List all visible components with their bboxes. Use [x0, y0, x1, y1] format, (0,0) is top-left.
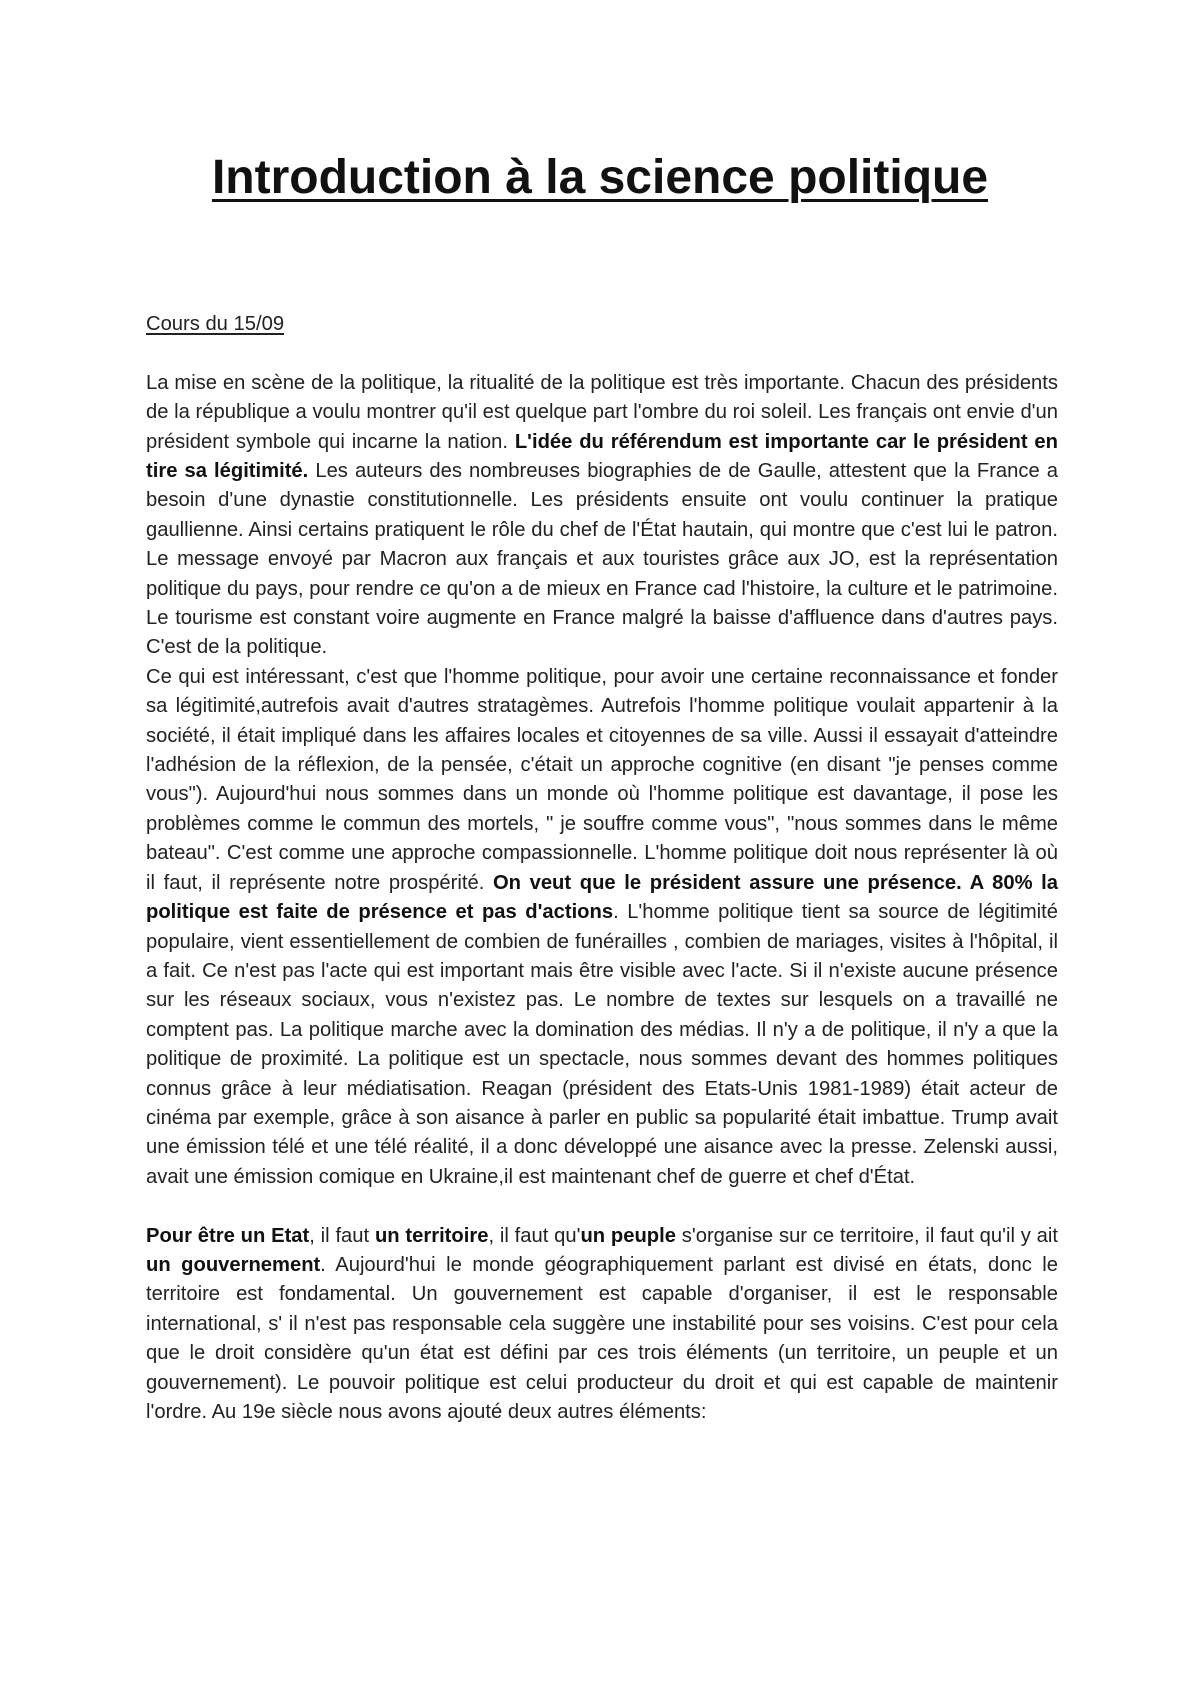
bold-text-run: un territoire [374, 1224, 489, 1247]
course-date-heading: Cours du 15/09 [146, 313, 285, 335]
text-run: . L'homme politique tient sa source de légitimité populaire, vient essentiellement de combien de funérailles , combien de mariages, visites à l'hôpital, il a fait. Ce n'est pas l'acte qui est important mais être visible avec l'acte. Si il n'existe aucune présence sur les réseaux sociaux, vous n'existez pas. Le nombre de textes sur lesquels on a travaillé ne comptent pas. La politique marche avec la domination des médias. Il n'y a de politique, il n'y a que la politique de proximité. La politique est un spectacle, nous sommes devant des hommes politiques connus grâce à leur médiatisation. Reagan (président des Etats-Unis 1981-1989) était acteur de cinéma par exemple, grâce à son aisance à parler en public sa popularité était imbattue. Trump avait une émission télé et une télé réalité, il a donc développé une aisance avec la presse. Zelenski aussi, avait une émission comique en Ukraine,il est maintenant chef de guerre et chef d'État. [146, 901, 1058, 1188]
bold-text-run: un gouvernement [146, 1253, 321, 1276]
text-run: Les auteurs des nombreuses biographies de de Gaulle, attestent que la France a besoin d'une dynastie constitutionnelle. Les présidents ensuite ont voulu continuer la pratique gaullienne. Ainsi certains pratiquent le rôle du chef de l'État hautain, qui montre que c'est lui le patron. Le message envoyé par Macron aux français et aux touristes grâce aux JO, est la représentation politique du pays, pour rendre ce qu'on a de mieux en France cad l'histoire, la culture et le patrimoine. Le tourisme est constant voire augmente en France malgré la baisse d'affluence dans d'autres pays. C'est de la politique. [146, 460, 1059, 659]
text-run: , il faut [309, 1224, 375, 1247]
text-run: s'organise sur ce territoire, il faut qu'il y ait [675, 1224, 1058, 1247]
paragraph-homme-politique [146, 663, 1058, 1192]
paragraph-etat [146, 1222, 1058, 1428]
bold-text-run: L'idée du référendum est importante car le président en tire sa légitimité. [146, 430, 1058, 483]
bold-text-run: un peuple [580, 1224, 676, 1247]
bold-text-run: On veut que le président assure une présence. A 80% la politique est faite de présence et pas d'actions [146, 871, 1058, 924]
document-body [146, 310, 1058, 1427]
text-run: . Aujourd'hui le monde géographiquement parlant est divisé en états, donc le territoire est fondamental. Un gouvernement est capable d'organiser, il est le responsable international, s' il n'est pas responsable cela suggère une instabilité pour ses voisins. C'est pour cela que le droit considère qu'un état est défini par ces trois éléments (un territoire, un peuple et un gouvernement). Le pouvoir politique est celui producteur du droit et qui est capable de maintenir l'ordre. Au 19e siècle nous avons ajouté deux autres éléments: [146, 1253, 1058, 1423]
text-run: , il faut qu' [488, 1224, 581, 1247]
paragraph-mise-en-scene [146, 369, 1058, 663]
bold-text-run: Pour être un Etat [146, 1224, 310, 1247]
document-title: Introduction à la science politique [211, 151, 989, 204]
text-run: Ce qui est intéressant, c'est que l'homme politique, pour avoir une certaine reconnaissance et fonder sa légitimité,autrefois avait d'autres stratagèmes. Autrefois l'homme politique voulait appartenir à la société, il était impliqué dans les affaires locales et citoyennes de sa ville. Aussi il essayait d'atteindre l'adhésion de la réflexion, de la pensée, c'était un approche cognitive (en disant "je penses comme vous"). Aujourd'hui nous sommes dans un monde où l'homme politique est davantage, il pose les problèmes comme le commun des mortels, " je souffre comme vous", "nous sommes dans le même bateau". C'est comme une approche compassionnelle. L'homme politique doit nous représenter là où il faut, il représente notre prospérité. [146, 665, 1058, 894]
text-run: La mise en scène de la politique, la ritualité de la politique est très importante. Chacun des présidents de la république a voulu montrer qu'il est quelque part l'ombre du roi soleil. Les français ont envie d'un président symbole qui incarne la nation. [146, 371, 1058, 453]
blank-line [146, 339, 1058, 368]
blank-line [146, 1192, 1058, 1221]
